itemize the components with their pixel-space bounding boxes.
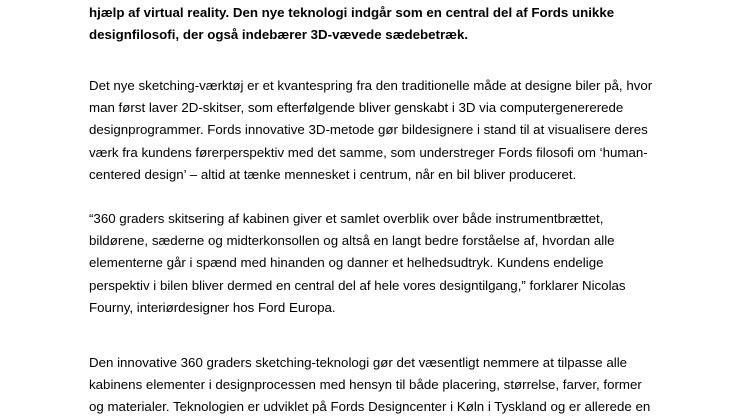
body-paragraph-technology: Den innovative 360 graders sketching-teknologi gør det væsentligt nemmere at tilpasse alle kabinens elementer i designprocessen med hensyn til både placering, størrelse, farver, former og materialer. Teknologien er udviklet på Fords Designcenter i Køln i Tyskland og er allerede en [89, 355, 651, 415]
body-paragraph-sketching-tool: Det nye sketching-værktøj er et kvantespring fra den traditionelle måde at designe biler på, hvor man først laver 2D-skitser, som efterfølgende bliver genskabt i 3D via computergenererede designprogrammer. Fords innovative 3D-metode gør bildesignere i stand til at visualisere deres værk fra kundens førerperspektiv med det samme, som understreger Fords filosofi om ‘human- centered design’ – altid at tænke mennesket i centrum, når en bil bliver produceret. [89, 78, 653, 182]
intro-bold-paragraph: hjælp af virtual reality. Den nye teknologi indgår som en central del af Fords unikke designfilosofi, der også indebærer 3D-vævede sædebetræk. [89, 5, 615, 43]
body-paragraph-quote: “360 graders skitsering af kabinen giver et samlet overblik over både instrumentbrættet, bildørene, sæderne og midterkonsollen og altså en langt bedre forståelse af, hvordan alle elementerne går i spænd med hinanden og danner et helhedsudtryk. Kundens endelige perspektiv i bilen bliver dermed en central del af hele vores designtilgang,” forklarer Nicolas Fourny, interiørdesigner hos Ford Europa. [89, 211, 626, 315]
